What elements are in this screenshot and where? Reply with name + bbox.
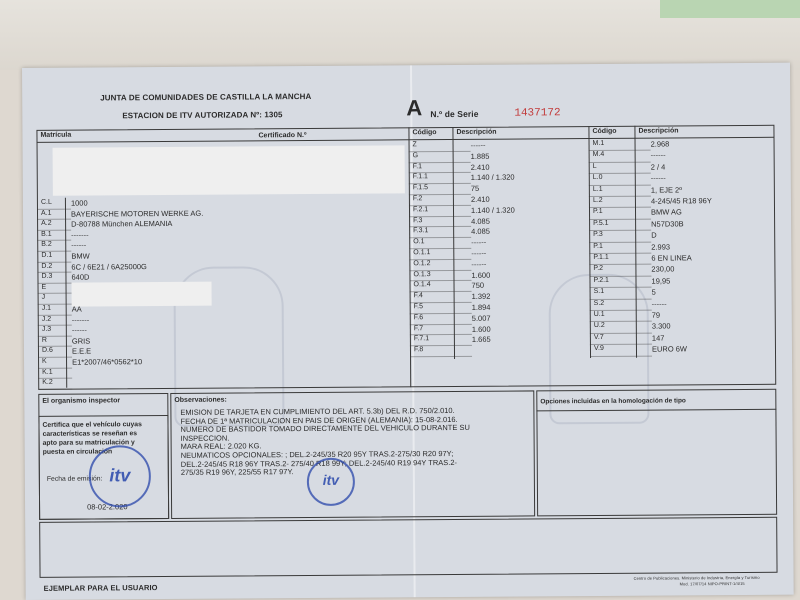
middle-row-value: ------ bbox=[471, 259, 487, 269]
left-row-value: E1*2007/46*0562*10 bbox=[72, 357, 143, 367]
certifica-line-2: características se reseñan es bbox=[42, 430, 138, 438]
right-row-code: V.9 bbox=[593, 345, 604, 353]
right-row-value: 2.993 bbox=[651, 242, 671, 252]
middle-row-code: Z bbox=[412, 141, 417, 149]
right-row-value: 6 EN LINEA bbox=[651, 253, 692, 263]
lower-empty-box bbox=[39, 517, 777, 578]
observaciones-line: DEL.2-245/45 R18 96Y TRAS.2- 275/40 R18 99Y; DEL.2-245/40 R19 94Y TRAS.2- bbox=[180, 457, 458, 469]
right-row-code: L.2 bbox=[592, 196, 603, 205]
series-letter: A bbox=[406, 95, 423, 121]
certifica-line-4: puesta en circulación bbox=[42, 448, 113, 456]
right-row-code: U.2 bbox=[593, 322, 605, 330]
right-row-value: 230,00 bbox=[651, 264, 675, 275]
observaciones-label: Observaciones: bbox=[174, 396, 227, 404]
middle-row-code: O.1.3 bbox=[413, 270, 431, 278]
right-row-value: 2 / 4 bbox=[650, 162, 666, 172]
right-row-code: P.1 bbox=[592, 208, 603, 216]
left-row-code: E bbox=[41, 283, 47, 291]
left-row-code: R bbox=[41, 336, 47, 344]
left-row-code: A.1 bbox=[40, 209, 52, 217]
left-row-code: B.2 bbox=[41, 241, 52, 249]
matricula-label: Matrícula bbox=[40, 131, 72, 139]
right-row-code: M.4 bbox=[592, 151, 605, 159]
left-row-code: D.3 bbox=[41, 272, 53, 281]
middle-row-code: F.3.1 bbox=[413, 227, 429, 235]
middle-row-code: F.8 bbox=[413, 346, 424, 354]
middle-row-value: 4.085 bbox=[471, 227, 490, 237]
middle-row-value: 2.410 bbox=[470, 162, 490, 172]
left-row-value: E.E.E bbox=[71, 346, 92, 357]
certifica-line-3: apto para su matriculación y bbox=[42, 439, 135, 447]
middle-row-code: O.1.1 bbox=[413, 249, 431, 257]
left-row-value: BAYERISCHE MOTOREN WERKE AG. bbox=[70, 208, 204, 219]
middle-row-code: F.5 bbox=[413, 303, 424, 311]
middle-row-value: 1.140 / 1.320 bbox=[470, 172, 515, 183]
middle-row-value: 1.392 bbox=[471, 291, 491, 302]
header-line-1: JUNTA DE COMUNIDADES DE CASTILLA LA MANCHA bbox=[100, 91, 312, 103]
right-row-code: S.2 bbox=[593, 299, 605, 307]
certifica-line-1: Certifica que el vehículo cuyas bbox=[42, 421, 142, 429]
opciones-label: Opciones incluidas en la homologación de tipo bbox=[540, 397, 686, 406]
middle-row-value: 750 bbox=[471, 281, 485, 291]
right-row-value: EURO 6W bbox=[651, 344, 688, 354]
middle-row-code: F.1 bbox=[412, 162, 423, 170]
left-row-code: A.2 bbox=[41, 219, 52, 228]
middle-row-value: 4.085 bbox=[471, 216, 490, 226]
left-row-code: C.L bbox=[40, 198, 52, 206]
middle-row-code: O.1.4 bbox=[413, 281, 431, 289]
redacted-vin-area bbox=[71, 282, 211, 307]
left-row-value: BMW bbox=[71, 251, 90, 261]
stamp-text-right: itv bbox=[322, 471, 340, 488]
right-row-code: P.5.1 bbox=[593, 219, 609, 227]
series-number: 1437172 bbox=[514, 107, 561, 120]
middle-row-value: 1.885 bbox=[470, 151, 490, 161]
right-row-value: ------ bbox=[650, 173, 666, 183]
footer-left: EJEMPLAR PARA EL USUARIO bbox=[43, 583, 158, 593]
footer-right-2: Mod. 17/07/14 NIPO-PRINT-1/4/15 bbox=[679, 580, 745, 587]
middle-row-code: F.1.5 bbox=[412, 184, 429, 192]
left-row-code: J bbox=[41, 294, 46, 302]
middle-row-code: G bbox=[412, 152, 419, 160]
right-row-value: D bbox=[651, 230, 657, 240]
observaciones-line: INSPECCION. bbox=[180, 433, 230, 443]
middle-row-value: 1.600 bbox=[471, 270, 491, 280]
right-row-value: BMW AG bbox=[650, 207, 682, 218]
left-row-value: ------- bbox=[71, 230, 89, 240]
left-row-value: AA bbox=[71, 304, 82, 314]
observaciones-line: EMISION DE TARJETA EN CUMPLIMIENTO DEL ART. 5.3b) DEL R.D. 750/2.010. bbox=[180, 405, 455, 417]
left-row-code: K.2 bbox=[42, 378, 53, 387]
right-row-code: M.1 bbox=[592, 139, 605, 148]
left-row-code: D.2 bbox=[41, 262, 53, 270]
right-row-code: L.0 bbox=[592, 174, 603, 182]
right-row-code: P.2.1 bbox=[593, 276, 609, 284]
right-row-value: 2.968 bbox=[650, 139, 670, 149]
left-row-code: D.1 bbox=[41, 251, 53, 259]
itv-stamp-left bbox=[89, 445, 151, 507]
fecha-label: Fecha de emisión: bbox=[46, 475, 103, 483]
observaciones-line: MARA REAL: 2.020 KG. bbox=[180, 441, 262, 452]
right-row-code: P.1 bbox=[593, 242, 603, 250]
organismo-label: El organismo inspector bbox=[42, 397, 121, 405]
left-row-value: 640D bbox=[71, 272, 90, 282]
left-row-code: J.2 bbox=[41, 315, 52, 323]
opciones-box bbox=[536, 389, 777, 517]
middle-row-value: 1.600 bbox=[471, 324, 491, 334]
right-row-code: P.2 bbox=[593, 265, 604, 273]
itv-card-document bbox=[22, 63, 794, 600]
right-row-value: ------ bbox=[651, 299, 667, 309]
right-row-code: P.3 bbox=[593, 231, 603, 239]
middle-row-code: F.7.1 bbox=[413, 335, 430, 343]
middle-row-value: 1.894 bbox=[471, 302, 491, 312]
middle-row-code: O.1 bbox=[413, 238, 425, 246]
middle-row-code: F.4 bbox=[413, 292, 423, 300]
left-row-value: 6C / 6E21 / 6A25000G bbox=[71, 261, 147, 272]
right-row-code: U.1 bbox=[593, 310, 605, 319]
observaciones-line: NUMERO DE BASTIDOR TOMADO DIRECTAMENTE DEL VEHICULO DURANTE SU bbox=[180, 423, 470, 435]
middle-row-value: 2.410 bbox=[470, 194, 490, 204]
middle-row-code: F.7 bbox=[413, 324, 424, 332]
left-row-value: 1000 bbox=[70, 198, 88, 208]
right-row-value: 3.300 bbox=[651, 321, 671, 331]
footer-right-1: Centro de Publicaciones. Ministerio de Industria, Energía y Turismo bbox=[633, 574, 760, 581]
left-row-value: ------- bbox=[71, 315, 90, 325]
left-row-value: ------ bbox=[71, 240, 87, 251]
middle-row-value: 5.007 bbox=[471, 313, 491, 323]
middle-row-code: F.1.1 bbox=[412, 173, 428, 181]
redacted-plate-area bbox=[53, 145, 405, 195]
right-code-header: Código bbox=[592, 127, 617, 136]
middle-row-code: O.1.2 bbox=[413, 259, 431, 268]
right-row-value: N57D30B bbox=[651, 219, 684, 229]
middle-row-value: 75 bbox=[470, 183, 480, 194]
middle-desc-header: Descripción bbox=[456, 128, 497, 136]
right-row-value: 147 bbox=[651, 333, 665, 343]
header-line-2: ESTACION DE ITV AUTORIZADA Nº: 1305 bbox=[122, 110, 283, 121]
table-green-object bbox=[660, 0, 800, 18]
right-row-code: L bbox=[592, 162, 597, 170]
right-row-value: 19,95 bbox=[651, 276, 671, 286]
left-row-code: K bbox=[42, 357, 47, 365]
right-row-value: 79 bbox=[651, 310, 661, 320]
observaciones-line: NEUMATICOS OPCIONALES: ; DEL.2-245/35 R20 95Y TRAS.2-275/30 R20 97Y; bbox=[180, 448, 454, 460]
middle-row-value: 1.665 bbox=[471, 335, 491, 345]
certificado-label: Certificado N.º bbox=[258, 132, 307, 140]
right-row-code: L.1 bbox=[592, 185, 603, 193]
left-row-code: B.1 bbox=[41, 230, 52, 238]
right-row-value: ------ bbox=[650, 150, 666, 161]
middle-row-value: ------ bbox=[471, 237, 487, 248]
left-row-code: D.6 bbox=[41, 347, 53, 355]
right-row-code: P.1.1 bbox=[593, 253, 609, 262]
left-row-value: D-80788 München ALEMANIA bbox=[71, 219, 173, 229]
left-row-code: J.1 bbox=[41, 304, 52, 312]
left-row-value: ------ bbox=[71, 325, 87, 335]
middle-row-code: F.2.1 bbox=[412, 205, 429, 214]
middle-row-value: 1.140 / 1.320 bbox=[470, 205, 515, 215]
stamp-text-left: itv bbox=[109, 465, 131, 486]
middle-row-value: ------ bbox=[471, 248, 487, 258]
fecha-value: 08-02-2.020 bbox=[87, 502, 128, 512]
right-row-value: 5 bbox=[651, 287, 656, 297]
left-row-code: J.3 bbox=[41, 325, 52, 334]
series-label: N.º de Serie bbox=[430, 108, 479, 120]
right-desc-header: Descripción bbox=[638, 127, 679, 135]
left-row-value: GRIS bbox=[71, 336, 91, 346]
middle-row-code: F.6 bbox=[413, 314, 424, 322]
itv-stamp-right bbox=[307, 458, 355, 506]
middle-code-header: Código bbox=[412, 129, 437, 137]
middle-row-code: F.2 bbox=[412, 195, 423, 203]
observaciones-line: 275/35 R19 96Y, 225/55 R17 97Y. bbox=[180, 467, 294, 478]
left-row-code: K.1 bbox=[42, 368, 53, 376]
observaciones-line: FECHA DE 1ª MATRICULACION EN PAIS DE ORIGEN (ALEMANIA): 15-08-2.016. bbox=[180, 414, 458, 426]
right-row-value: 1, EJE 2º bbox=[650, 184, 682, 195]
right-row-code: S.1 bbox=[593, 288, 605, 296]
middle-row-code: F.3 bbox=[413, 216, 423, 224]
right-row-code: V.7 bbox=[593, 333, 604, 341]
right-row-value: 4-245/45 R18 96Y bbox=[650, 196, 712, 206]
middle-row-value: ------ bbox=[470, 140, 486, 150]
